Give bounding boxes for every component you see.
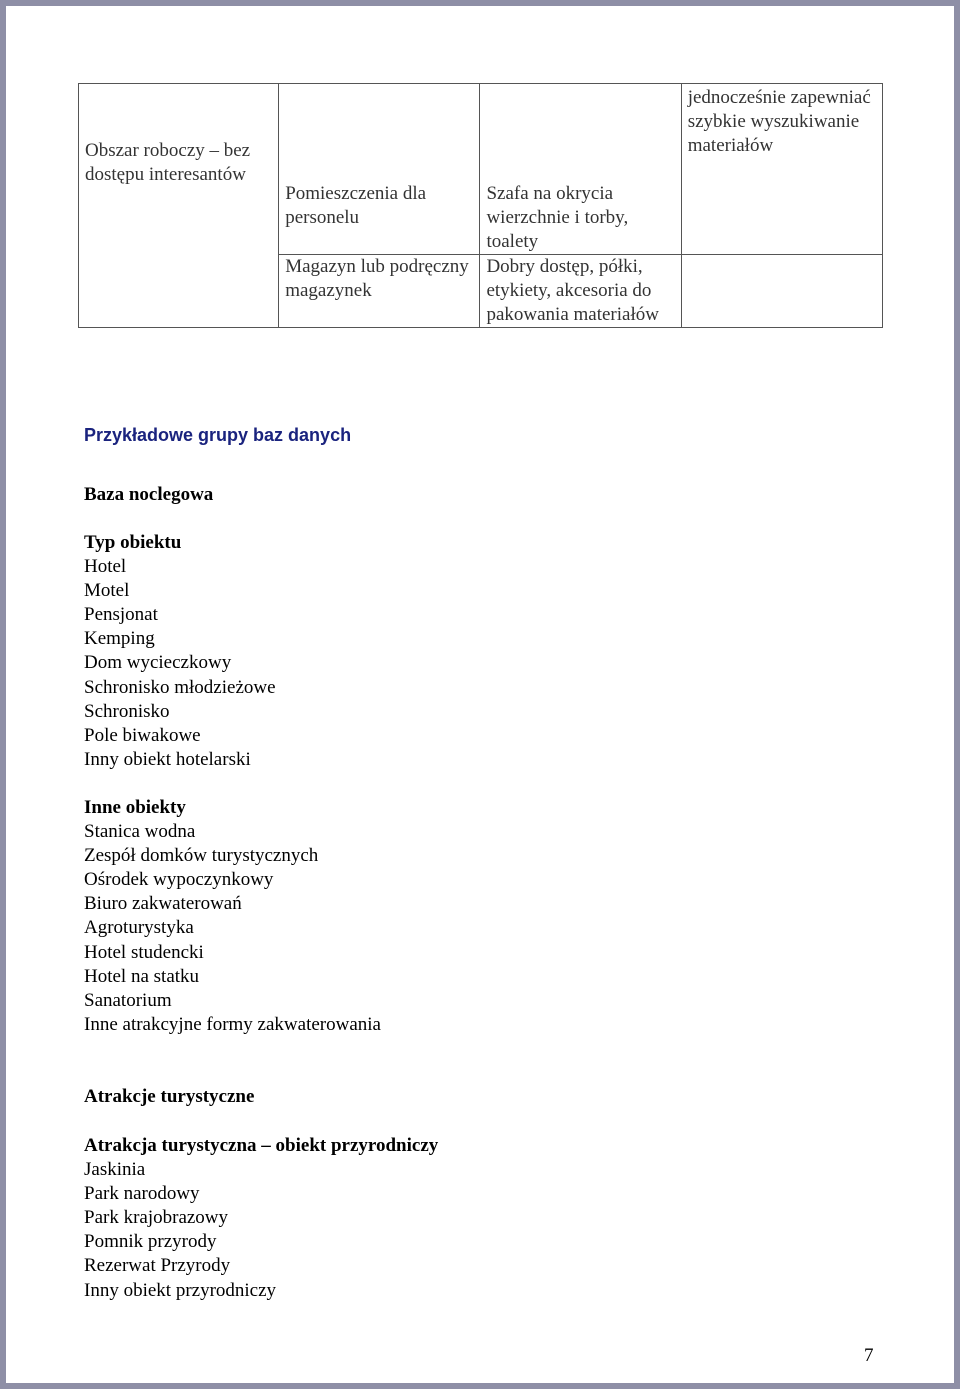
cell-text: Dobry dostęp, półki, etykiety, akcesoria do pakowania materiałów bbox=[486, 256, 659, 325]
przyrodnicze-list bbox=[84, 1134, 438, 1303]
table-cell bbox=[480, 84, 681, 255]
list-item: Zespół domków turystycznych bbox=[84, 845, 319, 867]
list-item: Dom wycieczkowy bbox=[84, 652, 232, 674]
list-item: Schronisko bbox=[84, 700, 170, 722]
list-item: Ośrodek wypoczynkowy bbox=[84, 869, 274, 891]
list-item: Stanica wodna bbox=[84, 821, 196, 843]
list-item: Rezerwat Przyrody bbox=[84, 1255, 231, 1277]
list-item: Biuro zakwaterowań bbox=[84, 893, 242, 915]
list-item: Inny obiekt przyrodniczy bbox=[84, 1279, 277, 1301]
table-cell bbox=[279, 84, 480, 255]
cell-text: Magazyn lub podręczny magazynek bbox=[285, 256, 469, 301]
list-item: Motel bbox=[84, 580, 130, 602]
list-item: Park narodowy bbox=[84, 1183, 200, 1205]
inne-obiekty-list bbox=[84, 796, 381, 1037]
list-item: Sanatorium bbox=[84, 989, 172, 1011]
table-cell bbox=[681, 84, 882, 255]
table-row bbox=[79, 84, 883, 255]
list-item: Hotel na statku bbox=[84, 965, 200, 987]
table-cell bbox=[480, 255, 681, 328]
list-item: Inne atrakcyjne formy zakwaterowania bbox=[84, 1013, 381, 1035]
section-heading: Przykładowe grupy baz danych bbox=[84, 425, 352, 445]
table-cell bbox=[279, 255, 480, 328]
table-cell bbox=[79, 84, 279, 328]
list-item: Pomnik przyrody bbox=[84, 1231, 217, 1253]
cell-text: jednocześnie zapewniać szybkie wyszukiwanie materiałów bbox=[687, 87, 871, 156]
list-item: Pole biwakowe bbox=[84, 724, 201, 746]
list-item: Kemping bbox=[84, 628, 155, 650]
list-item: Hotel bbox=[84, 556, 127, 578]
list-title: Inne obiekty bbox=[84, 797, 186, 818]
list-title: Typ obiektu bbox=[84, 532, 182, 553]
workspace-table bbox=[78, 83, 883, 328]
list-item: Hotel studencki bbox=[84, 941, 204, 963]
cell-text: Szafa na okrycia wierzchnie i torby, toalety bbox=[486, 183, 629, 252]
list-item: Schronisko młodzieżowe bbox=[84, 676, 276, 698]
table-cell bbox=[681, 255, 882, 328]
atrakcje-title: Atrakcje turystyczne bbox=[84, 1086, 255, 1107]
cell-text: Obszar roboczy – bez dostępu interesantów bbox=[85, 139, 251, 185]
cell-text: Pomieszczenia dla personelu bbox=[285, 183, 427, 228]
baza-noclegowa-title: Baza noclegowa bbox=[84, 484, 214, 505]
list-title: Atrakcja turystyczna – obiekt przyrodniczy bbox=[84, 1135, 439, 1156]
list-item: Pensjonat bbox=[84, 604, 158, 626]
list-item: Jaskinia bbox=[84, 1159, 146, 1181]
page-number: 7 bbox=[864, 1345, 874, 1366]
typ-obiektu-list bbox=[84, 531, 276, 772]
list-item: Agroturystyka bbox=[84, 917, 194, 939]
list-item: Park krajobrazowy bbox=[84, 1207, 229, 1229]
list-item: Inny obiekt hotelarski bbox=[84, 748, 251, 770]
